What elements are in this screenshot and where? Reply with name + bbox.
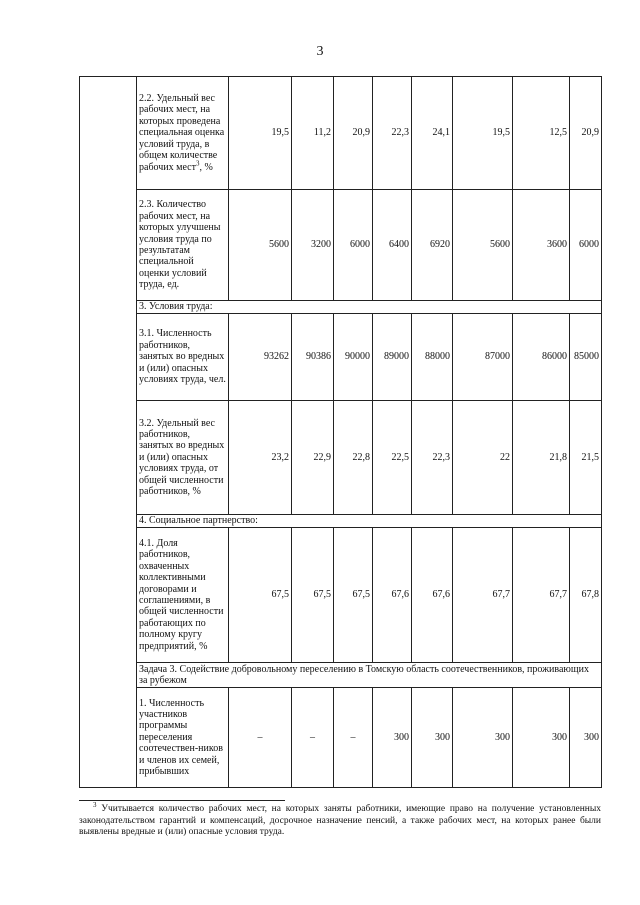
value-cell: 20,9 <box>334 77 373 190</box>
value-cell: 6000 <box>334 190 373 301</box>
value-cell: 89000 <box>373 314 412 401</box>
value-cell: 21,8 <box>513 401 570 515</box>
value-cell: 22,3 <box>412 401 453 515</box>
value-cell: 93262 <box>229 314 292 401</box>
value-cell: 12,5 <box>513 77 570 190</box>
value-cell: 90000 <box>334 314 373 401</box>
footnote-ref: 3 <box>195 159 200 168</box>
value-cell: 6400 <box>373 190 412 301</box>
indicators-table <box>79 76 602 788</box>
value-cell: 90386 <box>292 314 334 401</box>
value-cell: 300 <box>513 688 570 788</box>
value-cell: 300 <box>373 688 412 788</box>
task-heading: Задача 3. Содействие добровольному переселению в Томскую область соотечественников, проживающих за рубежом <box>137 663 602 688</box>
value-cell: 5600 <box>229 190 292 301</box>
value-cell: 19,5 <box>453 77 513 190</box>
value-cell: 22,5 <box>373 401 412 515</box>
value-cell: 300 <box>570 688 602 788</box>
value-cell: 67,6 <box>412 528 453 663</box>
value-cell: 20,9 <box>570 77 602 190</box>
value-cell: 6000 <box>570 190 602 301</box>
value-cell: 21,5 <box>570 401 602 515</box>
value-cell: 67,7 <box>453 528 513 663</box>
value-cell: 67,5 <box>334 528 373 663</box>
section-heading: 3. Условия труда: <box>137 301 602 314</box>
row-label: 4.1. Доля работников, охваченных коллективными договорами и соглашениями, в общей численности работающих по полному кругу предприятий, % <box>137 528 229 663</box>
left-blank-cell <box>80 77 137 788</box>
table-row <box>80 528 602 663</box>
value-cell: 11,2 <box>292 77 334 190</box>
table-row <box>80 190 602 301</box>
value-cell: 5600 <box>453 190 513 301</box>
table-row <box>80 401 602 515</box>
row-label: 2.2. Удельный вес рабочих мест, на которых проведена специальная оценка условий труда, в общем количестве рабочих мест$^3$, % <box>137 77 229 190</box>
value-cell: 22,9 <box>292 401 334 515</box>
value-cell: 22,8 <box>334 401 373 515</box>
value-cell: – <box>334 688 373 788</box>
table-row <box>80 77 602 190</box>
row-label: 3.1. Численность работников, занятых во вредных и (или) опасных условиях труда, чел. <box>137 314 229 401</box>
row-label: 2.3. Количество рабочих мест, на которых улучшены условия труда по результатам специальной оценки условий труда, ед. <box>137 190 229 301</box>
section-row <box>80 663 602 688</box>
value-cell: 23,2 <box>229 401 292 515</box>
value-cell: 22 <box>453 401 513 515</box>
value-cell: 6920 <box>412 190 453 301</box>
value-cell: 67,5 <box>229 528 292 663</box>
value-cell: 88000 <box>412 314 453 401</box>
value-cell: 67,8 <box>570 528 602 663</box>
value-cell: 87000 <box>453 314 513 401</box>
footnote-mark: 3 <box>93 800 97 809</box>
value-cell: 3200 <box>292 190 334 301</box>
value-cell: – <box>292 688 334 788</box>
value-cell: 3600 <box>513 190 570 301</box>
section-heading: 4. Социальное партнерство: <box>137 515 602 528</box>
value-cell: 67,5 <box>292 528 334 663</box>
value-cell: – <box>229 688 292 788</box>
footnote-text: Учитывается количество рабочих мест, на которых заняты работники, имеющие право на получение установленных законодательством гарантий и компенсаций, досрочное назначение пенсий, а также рабочих мест, на которых ранее были выявлены вредные и (или) опасные условия труда. <box>79 804 601 837</box>
table-row <box>80 688 602 788</box>
section-row <box>80 301 602 314</box>
value-cell: 67,7 <box>513 528 570 663</box>
footnote <box>79 800 601 839</box>
section-row <box>80 515 602 528</box>
row-label: 3.2. Удельный вес работников, занятых во вредных и (или) опасных условиях труда, от общей численности работников, % <box>137 401 229 515</box>
table-row <box>80 314 602 401</box>
footnote-separator <box>79 800 285 801</box>
value-cell: 85000 <box>570 314 602 401</box>
value-cell: 24,1 <box>412 77 453 190</box>
value-cell: 86000 <box>513 314 570 401</box>
value-cell: 67,6 <box>373 528 412 663</box>
page-number: 3 <box>316 44 324 59</box>
value-cell: 300 <box>412 688 453 788</box>
value-cell: 19,5 <box>229 77 292 190</box>
value-cell: 300 <box>453 688 513 788</box>
row-label: 1. Численность участников программы переселения соотечествен-ников и членов их семей, прибывших <box>137 688 229 788</box>
value-cell: 22,3 <box>373 77 412 190</box>
